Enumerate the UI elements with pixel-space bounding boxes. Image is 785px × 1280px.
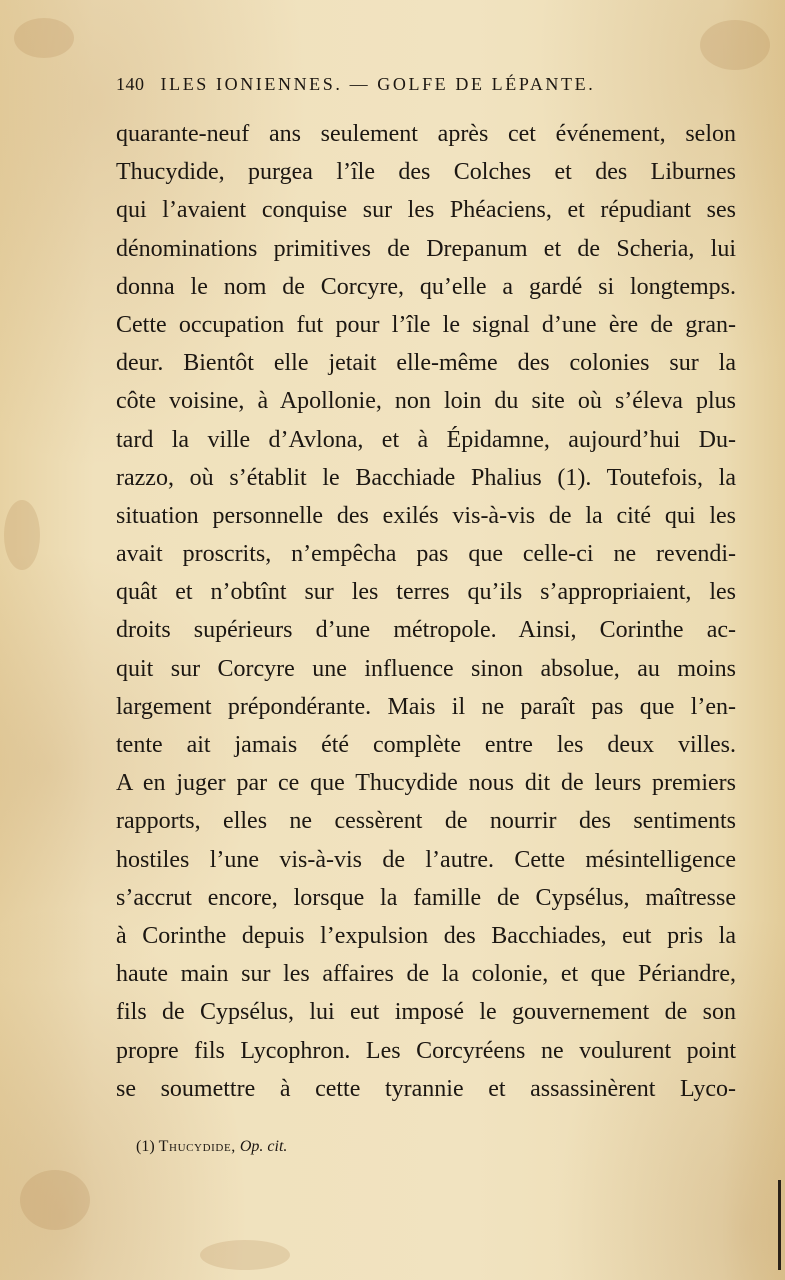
foxing-stain	[700, 20, 770, 70]
text-line: Thucydide, purgea l’île des Colches et des Liburnes	[116, 159, 736, 186]
foxing-stain	[4, 500, 40, 570]
text-line: deur. Bientôt elle jetait elle-même des colonies sur la	[116, 350, 736, 377]
text-line: se soumettre à cette tyrannie et assassinèrent Lyco-	[116, 1075, 736, 1102]
footnote-marker: (1)	[136, 1138, 155, 1155]
text-line: avait proscrits, n’empêcha pas que celle-ci ne revendi-	[116, 541, 736, 568]
text-line: s’accrut encore, lorsque la famille de Cypsélus, maîtresse	[116, 884, 736, 911]
text-line: côte voisine, à Apollonie, non loin du site où s’éleva plus	[116, 388, 736, 415]
text-line: quarante-neuf ans seulement après cet événement, selon	[116, 121, 736, 147]
footnote-reference: Op. cit.	[239, 1138, 288, 1155]
text-line: droits supérieurs d’une métropole. Ainsi, Corinthe ac-	[116, 617, 736, 644]
page-number: 140	[116, 74, 145, 94]
running-header	[116, 74, 696, 102]
text-line: quit sur Corcyre une influence sinon absolue, au moins	[116, 655, 736, 682]
text-line: Cette occupation fut pour l’île le signal d’une ère de gran-	[116, 311, 736, 338]
text-line: qui l’avaient conquise sur les Phéaciens, et répudiant ses	[116, 197, 736, 224]
text-line: fils de Cypsélus, lui eut imposé le gouvernement de son	[116, 999, 736, 1026]
text-line: situation personnelle des exilés vis-à-vis de la cité qui les	[116, 502, 736, 529]
text-line: A en juger par ce que Thucydide nous dit de leurs premiers	[116, 770, 736, 797]
footnote	[136, 1138, 287, 1156]
text-line: donna le nom de Corcyre, qu’elle a gardé si longtemps.	[116, 273, 736, 300]
running-title: ILES IONIENNES. — GOLFE DE LÉPANTE.	[160, 74, 596, 94]
text-line: tente ait jamais été complète entre les deux villes.	[116, 732, 736, 758]
footnote-author: Thucydide,	[158, 1138, 236, 1155]
text-line: hostiles l’une vis-à-vis de l’autre. Cette mésintelligence	[116, 846, 736, 873]
foxing-stain	[200, 1240, 290, 1270]
text-line: quât et n’obtînt sur les terres qu’ils s’appropriaient, les	[116, 579, 736, 606]
text-line: haute main sur les affaires de la colonie, et que Périandre,	[116, 961, 736, 988]
text-line: dénominations primitives de Drepanum et de Scheria, lui	[116, 235, 736, 262]
text-line: largement prépondérante. Mais il ne paraît pas que l’en-	[116, 693, 736, 720]
body-text	[116, 118, 736, 1111]
text-line: razzo, où s’établit le Bacchiade Phalius (1). Toutefois, la	[116, 464, 736, 491]
text-line: tard la ville d’Avlona, et à Épidamne, aujourd’hui Du-	[116, 426, 736, 453]
page-edge-mark	[778, 1180, 781, 1270]
foxing-stain	[14, 18, 74, 58]
text-line: propre fils Lycophron. Les Corcyréens ne voulurent point	[116, 1037, 736, 1064]
text-line: à Corinthe depuis l’expulsion des Bacchiades, eut pris la	[116, 922, 736, 949]
text-line: rapports, elles ne cessèrent de nourrir des sentiments	[116, 808, 736, 835]
foxing-stain	[20, 1170, 90, 1230]
